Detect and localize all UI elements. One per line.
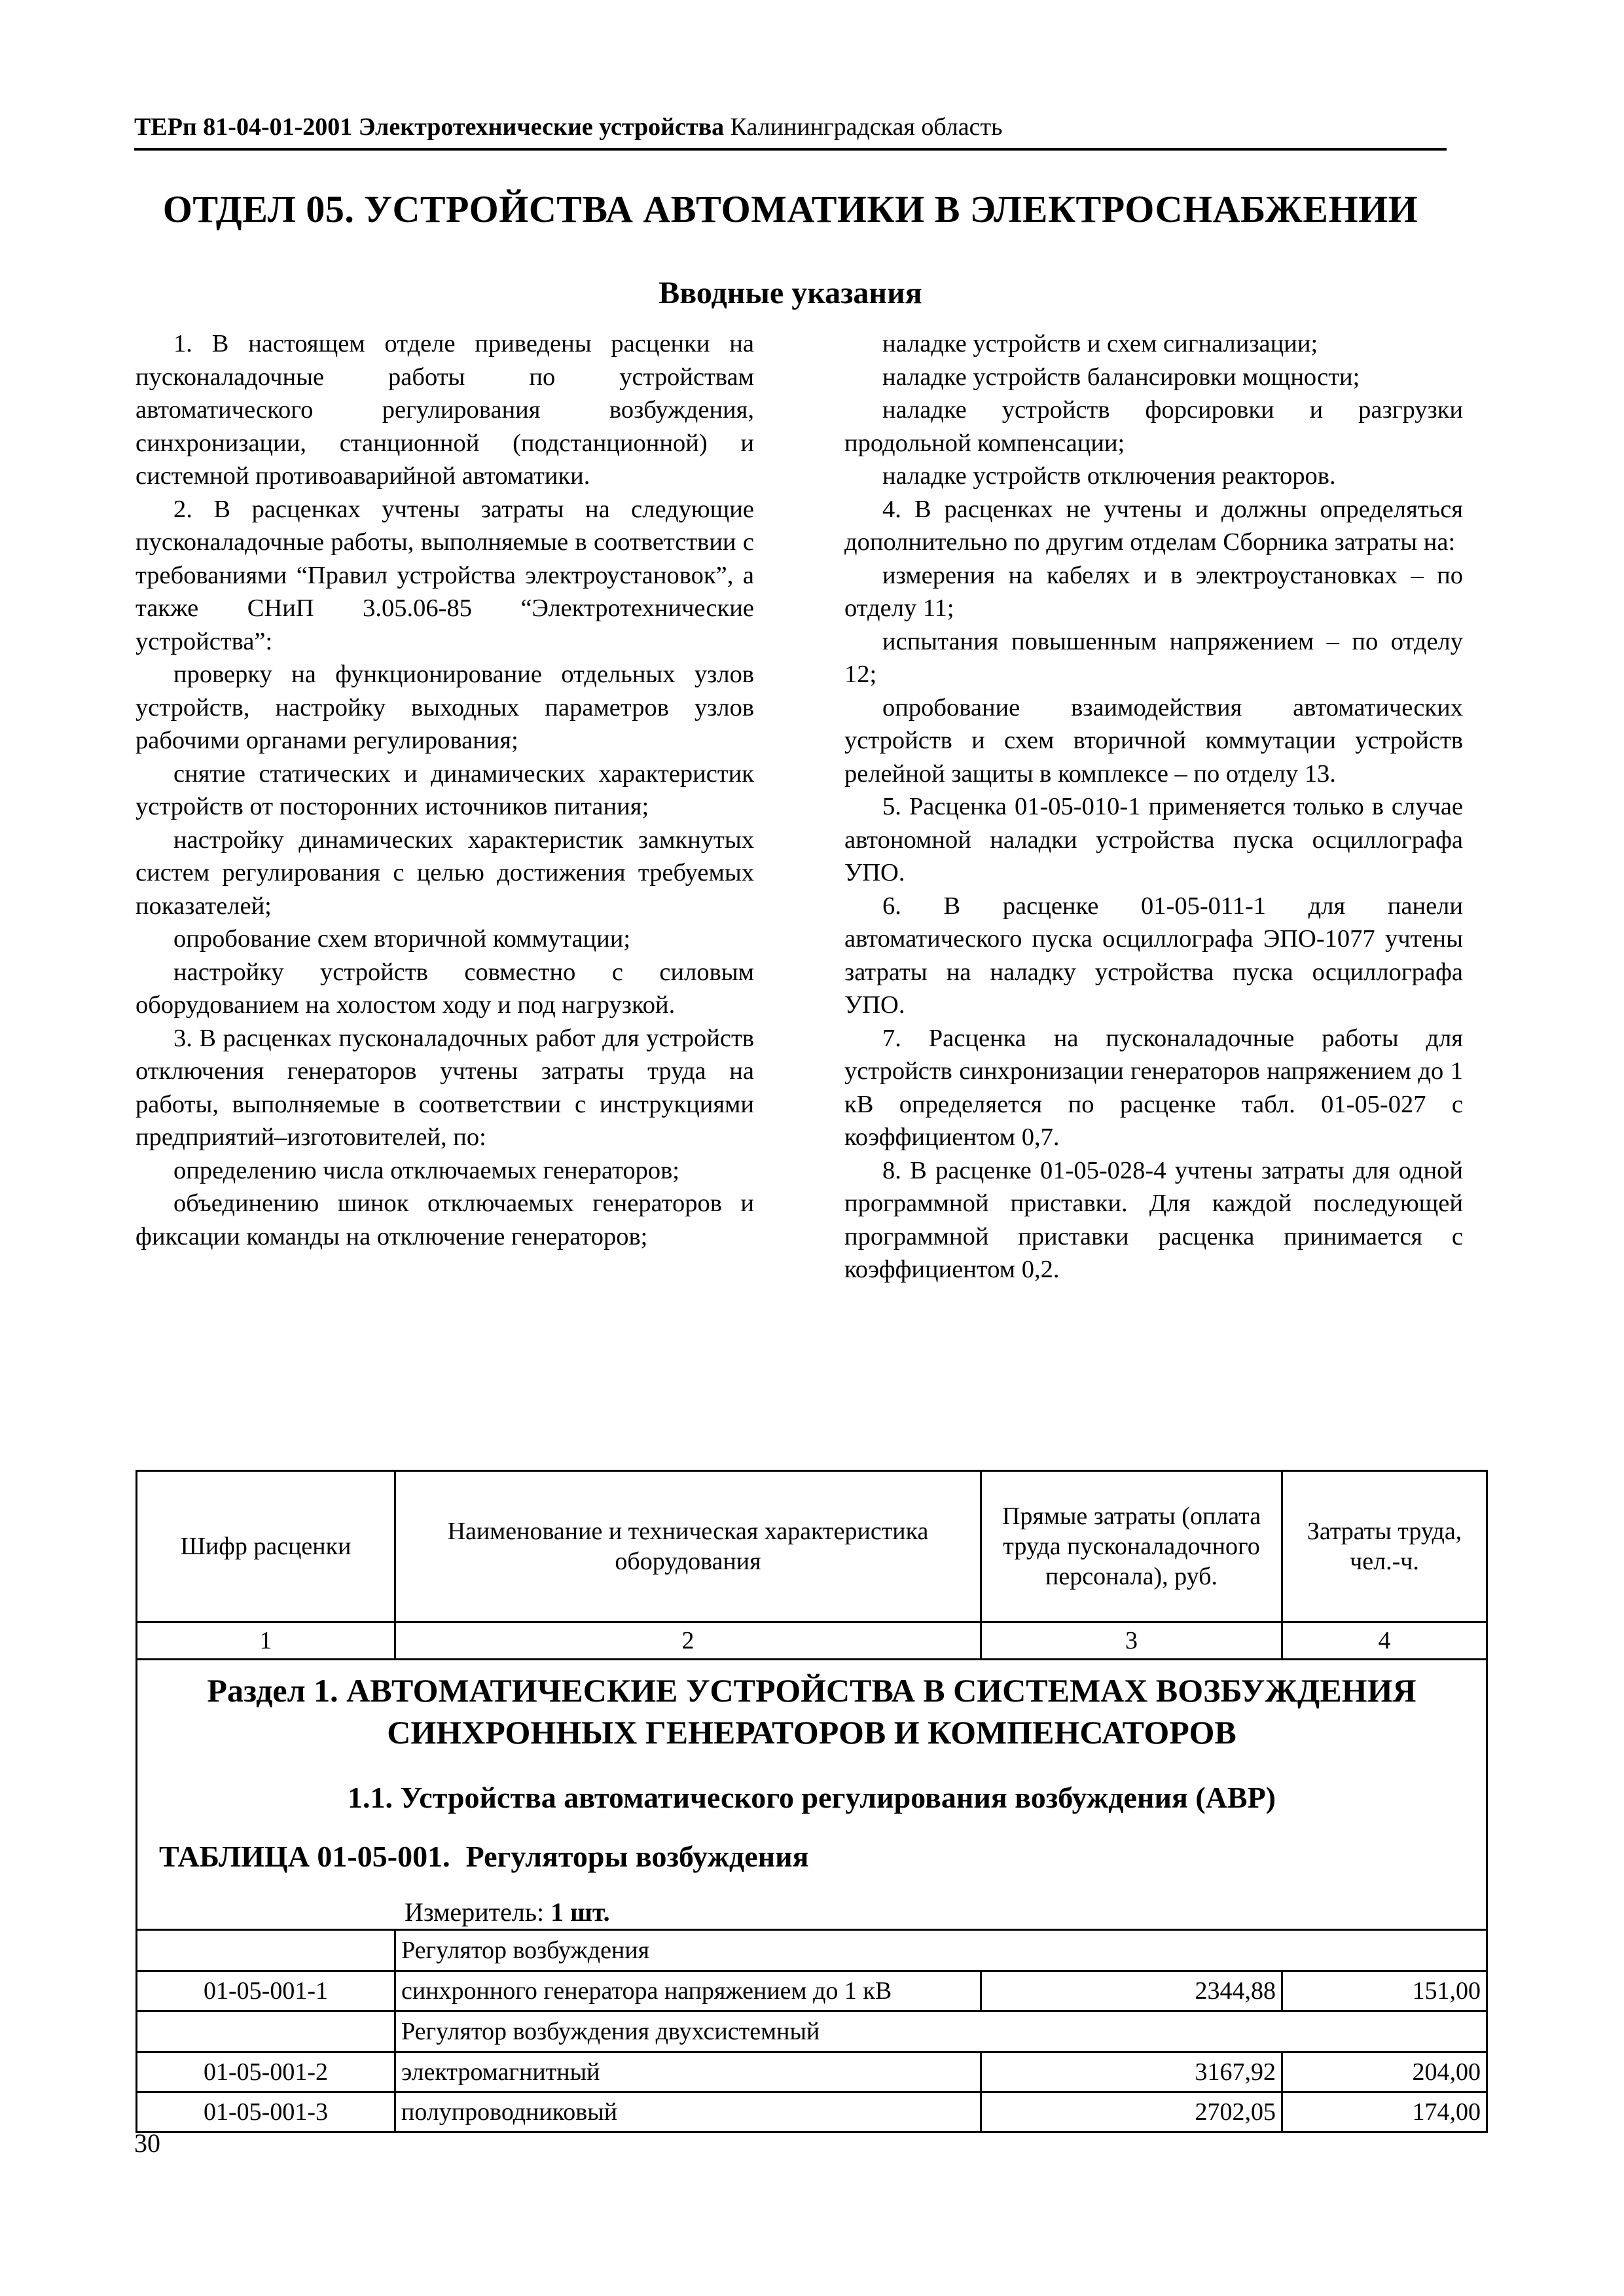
empty-cell [1282, 1930, 1487, 1971]
column-number: 3 [981, 1622, 1282, 1660]
column-number-row [137, 1622, 1487, 1660]
running-header [134, 113, 1447, 151]
department-title: ОТДЕЛ 05. УСТРОЙСТВА АВТОМАТИКИ В ЭЛЕКТРОСНАБЖЕНИИ [162, 188, 1418, 230]
rates-table [135, 1470, 1488, 2133]
rate-code: 01-05-001-2 [137, 2052, 395, 2092]
rate-code: 01-05-001-3 [137, 2092, 395, 2132]
paragraph: объединению шинок отключаемых генераторов и фиксации команды на отключение генераторов; [135, 1190, 754, 1250]
table-label: ТАБЛИЦА 01-05-001. [159, 1840, 450, 1873]
paragraph: наладке устройств и схем сигнализации; [882, 330, 1318, 357]
table-row [137, 1971, 1487, 2011]
rate-cost: 2344,88 [981, 1971, 1282, 2011]
empty-cell [981, 2011, 1282, 2052]
measure-unit [143, 1896, 1481, 1929]
empty-cell [1282, 2011, 1487, 2052]
table-title [143, 1838, 1481, 1875]
left-column [135, 327, 754, 1253]
paragraph: измерения на кабелях и в электроустановках – по отделу 11; [844, 561, 1463, 622]
rate-code: 01-05-001-1 [137, 1971, 395, 2011]
paragraph: опробование схем вторичной коммутации; [173, 925, 631, 953]
paragraph: настройку устройств совместно с силовым оборудованием на холостом ходу и под нагрузкой. [135, 958, 754, 1019]
paragraph: определению числа отключаемых генераторов; [173, 1156, 680, 1184]
header-region: Калининградская область [730, 113, 1003, 141]
paragraph: 8. В расценке 01-05-028-4 учтены затраты для одной программной приставки. Для каждой последующей программной приставки расценка принимается с коэффициентом 0,2. [844, 1156, 1463, 1283]
header-code: ТЕРп 81-04-01-2001 [134, 113, 353, 141]
rate-labor: 204,00 [1282, 2052, 1487, 2092]
intro-title: Вводные указания [659, 276, 922, 310]
rate-cost: 3167,92 [981, 2052, 1282, 2092]
header-collection: Электротехнические устройства [358, 113, 725, 141]
column-number: 4 [1282, 1622, 1487, 1660]
paragraph: наладке устройств балансировки мощности; [882, 363, 1360, 391]
table-header-row [137, 1471, 1487, 1622]
paragraph: 4. В расценках не учтены и должны определяться дополнительно по другим отделам Сборника затраты на: [844, 495, 1463, 556]
paragraph: 3. В расценках пусконаладочных работ для устройств отключения генераторов учтены затраты труда на работы, выполняемые в соответствии с инструкциями предприятий–изготовителей, по: [135, 1024, 754, 1151]
measure-value: 1 шт. [550, 1897, 610, 1927]
empty-cell [981, 1930, 1282, 1971]
subsection-title: 1.1. Устройства автоматического регулирования возбуждения (АВР) [348, 1781, 1276, 1814]
group-label: Регулятор возбуждения [395, 1930, 981, 1971]
paragraph: снятие статических и динамических характеристик устройств от посторонних источников питания; [135, 759, 754, 820]
paragraph: 6. В расценке 01-05-011-1 для панели автоматического пуска осциллографа ЭПО-1077 учтены затраты на наладку устройства пуска осциллографа УПО. [844, 892, 1463, 1019]
header-cost-col: Прямые затраты (оплата труда пусконаладочного персонала), руб. [981, 1471, 1282, 1622]
column-number: 2 [395, 1622, 981, 1660]
table-name: Регуляторы возбуждения [465, 1840, 809, 1873]
rate-labor: 151,00 [1282, 1971, 1487, 2011]
paragraph: 7. Расценка на пусконаладочные работы для устройств синхронизации генераторов напряжением до 1 кВ определяется по расценке табл. 01-05-027 с коэффициентом 0,7. [844, 1024, 1463, 1151]
paragraph: опробование взаимодействия автоматических устройств и схем вторичной коммутации устройств релейной защиты в комплексе – по отделу 13. [844, 693, 1463, 788]
rate-cost: 2702,05 [981, 2092, 1282, 2132]
column-number: 1 [137, 1622, 395, 1660]
header-code-col: Шифр расценки [137, 1471, 395, 1622]
paragraph: испытания повышенным напряжением – по отделу 12; [844, 627, 1463, 688]
measure-label: Измеритель: [405, 1897, 545, 1927]
group-label: Регулятор возбуждения двухсистемный [395, 2011, 981, 2052]
rate-name: полупроводниковый [395, 2092, 981, 2132]
paragraph: наладке устройств форсировки и разгрузки продольной компенсации; [844, 396, 1463, 457]
section-row [137, 1660, 1487, 1930]
header-name-col: Наименование и техническая характеристика оборудования [395, 1471, 981, 1622]
paragraph: 5. Расценка 01-05-010-1 применяется только в случае автономной наладки устройства пуска осциллографа УПО. [844, 793, 1463, 886]
table-row [137, 2052, 1487, 2092]
section-block [137, 1660, 1487, 1930]
group-row [137, 1930, 1487, 1971]
paragraph: проверку на функционирование отдельных узлов устройств, настройку выходных параметров узлов рабочими органами регулирования; [135, 661, 754, 754]
table-row [137, 2092, 1487, 2132]
rate-name: электромагнитный [395, 2052, 981, 2092]
rate-labor: 174,00 [1282, 2092, 1487, 2132]
empty-cell [137, 1930, 395, 1971]
paragraph: 1. В настоящем отделе приведены расценки на пусконаладочные работы по устройствам автоматического регулирования возбуждения, синхронизации, станционной (подстанционной) и системной противоаварийной автоматики. [135, 330, 754, 490]
paragraph: 2. В расценках учтены затраты на следующие пусконаладочные работы, выполняемые в соответствии с требованиями “Правил устройства электроустановок”, а также СНиП 3.05.06-85 “Электротехнические устройства”: [135, 495, 754, 655]
page-number: 30 [134, 2128, 160, 2158]
paragraph: наладке устройств отключения реакторов. [882, 462, 1336, 490]
header-labor-col: Затраты труда, чел.-ч. [1282, 1471, 1487, 1622]
rate-name: синхронного генератора напряжением до 1 кВ [395, 1971, 981, 2011]
paragraph: настройку динамических характеристик замкнутых систем регулирования с целью достижения требуемых показателей; [135, 826, 754, 920]
group-row [137, 2011, 1487, 2052]
right-column [844, 327, 1463, 1286]
empty-cell [137, 2011, 395, 2052]
section-title: Раздел 1. АВТОМАТИЧЕСКИЕ УСТРОЙСТВА В СИСТЕМАХ ВОЗБУЖДЕНИЯ СИНХРОННЫХ ГЕНЕРАТОРОВ И КОМПЕНСАТОРОВ [207, 1672, 1416, 1751]
